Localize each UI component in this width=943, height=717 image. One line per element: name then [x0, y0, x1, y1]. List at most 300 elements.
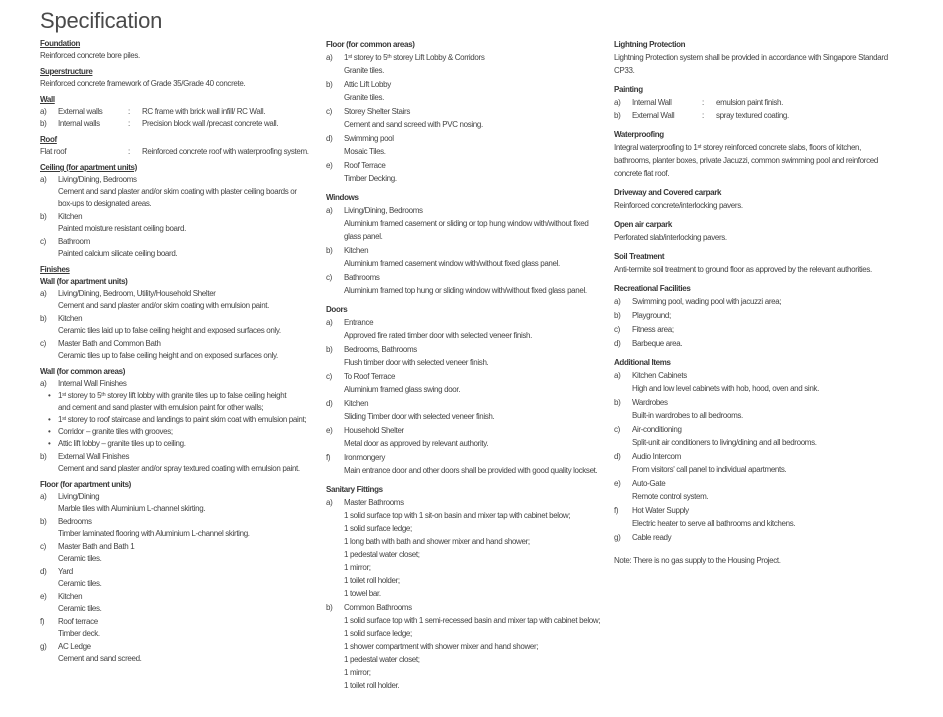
- item-marker: c): [40, 542, 46, 551]
- paragraph-line: Perforated slab/interlocking pavers.: [614, 233, 727, 242]
- section-heading: Doors: [326, 305, 348, 314]
- paragraph-line: concrete flat roof.: [614, 169, 670, 178]
- spec-item: [614, 295, 914, 308]
- row-colon: :: [128, 147, 130, 156]
- column-left: [40, 38, 326, 669]
- item-label: Kitchen: [58, 212, 83, 221]
- item-marker: c): [326, 372, 332, 381]
- spec-item: [40, 541, 326, 565]
- item-body: [344, 370, 614, 396]
- spec-row: [40, 106, 326, 118]
- section-heading: Foundation: [40, 39, 81, 48]
- item-body: [58, 313, 326, 337]
- item-marker: b): [40, 314, 47, 323]
- spec-item: [40, 174, 326, 210]
- section-heading: Windows: [326, 193, 359, 202]
- item-line: 1 mirror;: [344, 668, 371, 677]
- item-label: Living/Dining: [58, 492, 100, 501]
- item-marker: a): [40, 175, 47, 184]
- item-line: Timber laminated flooring with Aluminium L-channel skirting.: [58, 529, 250, 538]
- item-marker: a): [326, 498, 333, 507]
- item-body: [344, 244, 614, 270]
- item-marker: c): [326, 273, 332, 282]
- spec-item: [326, 78, 614, 104]
- item-line: Aluminium framed top hung or sliding window with/without fixed glass panel.: [344, 286, 587, 295]
- item-marker: a): [614, 297, 621, 306]
- spec-section: [614, 250, 914, 276]
- item-body: [58, 288, 326, 312]
- page-title: Specification: [40, 8, 163, 33]
- item-marker: b): [326, 345, 333, 354]
- spec-item: [326, 159, 614, 185]
- item-label: Bathroom: [58, 237, 90, 246]
- item-line: Split-unit air conditioners to living/dining and all bedrooms.: [632, 438, 817, 447]
- item-body: [632, 504, 914, 530]
- item-marker: b): [614, 311, 621, 320]
- row-value: Reinforced concrete roof with waterproofing system.: [142, 147, 309, 156]
- item-line: Granite tiles.: [344, 93, 385, 102]
- spec-item: [614, 531, 914, 544]
- item-line: 1 pedestal water closet;: [344, 550, 420, 559]
- section-heading: Sanitary Fittings: [326, 485, 383, 494]
- item-label: Living/Dining, Bedrooms: [58, 175, 137, 184]
- item-label: Kitchen Cabinets: [632, 371, 687, 380]
- item-label: External Wall Finishes: [58, 452, 130, 461]
- spec-item: [40, 378, 326, 450]
- item-marker: c): [614, 325, 620, 334]
- spec-item: [614, 450, 914, 476]
- spec-item: [614, 477, 914, 503]
- paragraph-line: CP33.: [614, 66, 635, 75]
- row-label: Internal walls: [58, 119, 100, 128]
- column-right: [614, 38, 914, 573]
- item-label: Audio Intercom: [632, 452, 681, 461]
- spec-item: [326, 601, 614, 692]
- item-marker: c): [40, 339, 46, 348]
- item-body: [344, 51, 614, 77]
- bullet-item: [48, 390, 326, 414]
- row-label: Flat roof: [40, 147, 67, 156]
- item-body: [58, 174, 326, 210]
- item-body: [48, 378, 326, 450]
- paragraph-line: Reinforced concrete/interlocking pavers.: [614, 201, 743, 210]
- section-heading: Lightning Protection: [614, 40, 686, 49]
- item-line: 1 pedestal water closet;: [344, 655, 420, 664]
- row-colon: :: [128, 119, 130, 128]
- item-label: Swimming pool, wading pool with jacuzzi area;: [632, 297, 782, 306]
- bullet-item: [48, 426, 326, 438]
- bullet-item: [48, 414, 326, 426]
- item-body: [58, 338, 326, 362]
- spec-item: [326, 316, 614, 342]
- spec-item: [326, 424, 614, 450]
- row-colon: :: [702, 98, 704, 107]
- item-body: [58, 451, 326, 475]
- section-heading: Recreational Facilities: [614, 284, 691, 293]
- section-heading: Soil Treatment: [614, 252, 665, 261]
- row-label: External Wall: [632, 111, 675, 120]
- bullet-icon: •: [48, 427, 51, 436]
- item-body: [58, 616, 326, 640]
- item-line: Ceramic tiles.: [58, 579, 102, 588]
- item-label: Storey Shelter Stairs: [344, 107, 411, 116]
- spec-item: [40, 641, 326, 665]
- item-label: To Roof Terrace: [344, 372, 396, 381]
- item-marker: b): [326, 80, 333, 89]
- item-label: Kitchen: [344, 399, 369, 408]
- spec-item: [40, 491, 326, 515]
- item-label: Master Bath and Bath 1: [58, 542, 135, 551]
- item-marker: f): [614, 506, 619, 515]
- spec-section: [614, 554, 914, 567]
- row-value: emulsion paint finish.: [716, 98, 784, 107]
- item-marker: a): [326, 318, 333, 327]
- bullet-lines: [58, 438, 186, 450]
- spec-item: [326, 343, 614, 369]
- item-marker: d): [614, 452, 621, 461]
- item-line: From visitors' call panel to individual apartments.: [632, 465, 787, 474]
- section-heading: Driveway and Covered carpark: [614, 188, 722, 197]
- item-line: Aluminium framed casement or sliding or top hung window with/without fixed: [344, 219, 589, 228]
- item-line: 1 long bath with bath and shower mixer and hand shower;: [344, 537, 530, 546]
- item-label: Master Bath and Common Bath: [58, 339, 161, 348]
- item-body: [344, 105, 614, 131]
- item-marker: d): [614, 339, 621, 348]
- bullet-lines: [58, 426, 173, 438]
- item-body: [632, 295, 914, 308]
- item-line: Timber Decking.: [344, 174, 397, 183]
- spec-item: [40, 236, 326, 260]
- item-body: [344, 451, 614, 477]
- item-label: Cable ready: [632, 533, 672, 542]
- bullet-lines: [58, 390, 286, 414]
- item-body: [58, 541, 326, 565]
- spec-section: [326, 483, 614, 692]
- item-line: Main entrance door and other doors shall be provided with good quality lockset.: [344, 466, 598, 475]
- column-middle: [326, 38, 614, 698]
- item-line: Ceramic tiles up to false ceiling height and on exposed surfaces only.: [58, 351, 278, 360]
- row-label: Internal Wall: [632, 98, 672, 107]
- spec-item: [40, 211, 326, 235]
- spec-item: [326, 397, 614, 423]
- spec-item: [614, 504, 914, 530]
- item-marker: c): [40, 237, 46, 246]
- spec-section: [40, 94, 326, 130]
- spec-item: [614, 337, 914, 350]
- spec-section: [614, 38, 914, 77]
- item-line: Cement and sand plaster and/or spray textured coating with emulsion paint.: [58, 464, 300, 473]
- item-marker: e): [326, 161, 333, 170]
- bullet-item: [48, 438, 326, 450]
- section-heading: Finishes: [40, 265, 70, 274]
- item-label: Air-conditioning: [632, 425, 682, 434]
- spec-item: [326, 105, 614, 131]
- section-heading: Roof: [40, 135, 57, 144]
- item-label: Swimming pool: [344, 134, 394, 143]
- spec-item: [614, 396, 914, 422]
- section-heading: Wall (for common areas): [40, 367, 126, 376]
- item-line: 1 solid surface ledge;: [344, 629, 412, 638]
- spec-item: [326, 271, 614, 297]
- item-line: box-ups to designated areas.: [58, 199, 152, 208]
- spec-item: [40, 451, 326, 475]
- item-label: Common Bathrooms: [344, 603, 412, 612]
- item-label: Attic Lift Lobby: [344, 80, 391, 89]
- item-label: Ironmongery: [344, 453, 386, 462]
- bullet-icon: •: [48, 415, 51, 424]
- bullet-icon: •: [48, 439, 51, 448]
- item-label: Entrance: [344, 318, 374, 327]
- item-body: [632, 369, 914, 395]
- spec-item: [614, 423, 914, 449]
- spec-item: [40, 566, 326, 590]
- item-body: [344, 496, 614, 600]
- row-colon: :: [702, 111, 704, 120]
- item-marker: d): [40, 567, 47, 576]
- spec-section: [614, 356, 914, 544]
- row-marker: a): [614, 98, 621, 107]
- item-line: Remote control system.: [632, 492, 709, 501]
- item-marker: e): [40, 592, 47, 601]
- item-line: 1 toilet roll holder;: [344, 576, 400, 585]
- spec-item: [40, 616, 326, 640]
- bullet-lines: [58, 414, 306, 426]
- item-line: Marble tiles with Aluminium L-channel skirting.: [58, 504, 206, 513]
- spec-section: [614, 83, 914, 122]
- item-label: Fitness area;: [632, 325, 674, 334]
- spec-section: [326, 191, 614, 297]
- item-line: Ceramic tiles.: [58, 604, 102, 613]
- spec-item: [326, 132, 614, 158]
- item-line: Aluminium framed casement window with/without fixed glass panel.: [344, 259, 560, 268]
- item-label: Kitchen: [58, 592, 83, 601]
- item-body: [344, 424, 614, 450]
- item-body: [344, 78, 614, 104]
- section-heading: Additional Items: [614, 358, 671, 367]
- spec-item: [614, 369, 914, 395]
- item-body: [58, 211, 326, 235]
- item-label: Roof terrace: [58, 617, 98, 626]
- item-line: 1 mirror;: [344, 563, 371, 572]
- item-body: [58, 591, 326, 615]
- spec-section: [40, 66, 326, 90]
- spec-section: [614, 282, 914, 350]
- section-heading: Floor (for apartment units): [40, 480, 131, 489]
- item-line: 1 solid surface top with 1 sit-on basin and mixer tap with cabinet below;: [344, 511, 571, 520]
- bullet-icon: •: [48, 391, 51, 400]
- item-label: Kitchen: [58, 314, 83, 323]
- spec-section: [40, 479, 326, 665]
- spec-section: [40, 38, 326, 62]
- item-body: [344, 159, 614, 185]
- item-body: [344, 132, 614, 158]
- item-label: Playground;: [632, 311, 671, 320]
- spec-section: [614, 218, 914, 244]
- item-marker: f): [40, 617, 45, 626]
- paragraph-line: bathrooms, planter boxes, private Jacuzzi, common swimming pool and reinforced: [614, 156, 878, 165]
- spec-section: [40, 134, 326, 158]
- item-body: [58, 491, 326, 515]
- item-line: glass panel.: [344, 232, 383, 241]
- spec-section: [614, 128, 914, 180]
- item-marker: b): [326, 246, 333, 255]
- item-marker: a): [326, 53, 333, 62]
- item-line: Metal door as approved by relevant authority.: [344, 439, 489, 448]
- spec-item: [40, 313, 326, 337]
- item-marker: d): [326, 399, 333, 408]
- bullet-line: and cement and sand plaster with emulsion paint for other walls;: [58, 403, 264, 412]
- spec-item: [40, 516, 326, 540]
- item-marker: d): [326, 134, 333, 143]
- item-label: Living/Dining, Bedroom, Utility/Household Shelter: [58, 289, 216, 298]
- item-line: Painted calcium silicate ceiling board.: [58, 249, 178, 258]
- item-line: Mosaic Tiles.: [344, 147, 386, 156]
- item-line: 1 toilet roll holder.: [344, 681, 400, 690]
- bullet-line: 1ˢᵗ storey to 5ᵗʰ storey lift lobby with granite tiles up to false ceiling height: [58, 391, 287, 400]
- row-value: RC frame with brick wall infill/ RC Wall.: [142, 107, 266, 116]
- item-marker: f): [326, 453, 331, 462]
- spec-item: [326, 496, 614, 600]
- item-body: [58, 236, 326, 260]
- row-label: External walls: [58, 107, 103, 116]
- item-label: Hot Water Supply: [632, 506, 689, 515]
- spec-row: [614, 96, 914, 109]
- item-body: [58, 641, 326, 665]
- item-line: 1 solid surface top with 1 semi-recessed basin and mixer tap with cabinet below;: [344, 616, 601, 625]
- spec-row: [40, 146, 326, 158]
- item-line: Cement and sand screed with PVC nosing.: [344, 120, 483, 129]
- item-line: 1 shower compartment with shower mixer and hand shower;: [344, 642, 539, 651]
- item-line: Cement and sand plaster and/or skim coating with emulsion paint.: [58, 301, 270, 310]
- item-marker: b): [614, 398, 621, 407]
- item-body: [58, 516, 326, 540]
- item-body: [632, 323, 914, 336]
- item-body: [344, 204, 614, 243]
- spec-row: [614, 109, 914, 122]
- bullet-line: Corridor – granite tiles with grooves;: [58, 427, 173, 436]
- item-body: [344, 271, 614, 297]
- note-text: Note: There is no gas supply to the Housing Project.: [614, 556, 781, 565]
- item-marker: e): [614, 479, 621, 488]
- item-line: Approved fire rated timber door with selected veneer finish.: [344, 331, 532, 340]
- item-label: Household Shelter: [344, 426, 404, 435]
- item-line: Painted moisture resistant ceiling board.: [58, 224, 186, 233]
- item-label: Bathrooms: [344, 273, 380, 282]
- item-label: Internal Wall Finishes: [58, 379, 127, 388]
- spec-section: [40, 162, 326, 260]
- item-marker: e): [326, 426, 333, 435]
- row-marker: b): [614, 111, 621, 120]
- spec-section: [326, 38, 614, 185]
- spec-item: [326, 370, 614, 396]
- spec-section: [40, 366, 326, 475]
- item-body: [632, 531, 914, 544]
- item-body: [632, 423, 914, 449]
- item-label: Bedrooms, Bathrooms: [344, 345, 417, 354]
- spec-item: [326, 244, 614, 270]
- spec-item: [40, 338, 326, 362]
- row-value: Precision block wall /precast concrete wall.: [142, 119, 279, 128]
- item-label: 1ˢᵗ storey to 5ᵗʰ storey Lift Lobby & Corridors: [344, 53, 485, 62]
- item-body: [344, 343, 614, 369]
- spec-item: [326, 204, 614, 243]
- row-marker: a): [40, 107, 47, 116]
- spec-item: [40, 288, 326, 312]
- section-heading: Floor (for common areas): [326, 40, 415, 49]
- item-marker: b): [40, 452, 47, 461]
- spec-item: [326, 451, 614, 477]
- item-label: Kitchen: [344, 246, 369, 255]
- item-body: [58, 566, 326, 590]
- paragraph-line: Lightning Protection system shall be provided in accordance with Singapore Standard: [614, 53, 888, 62]
- item-body: [344, 601, 614, 692]
- item-label: Living/Dining, Bedrooms: [344, 206, 423, 215]
- item-line: Electric heater to serve all bathrooms and kitchens.: [632, 519, 796, 528]
- section-heading: Superstructure: [40, 67, 93, 76]
- spec-item: [614, 323, 914, 336]
- bullet-line: 1ˢᵗ storey to roof staircase and landings to paint skim coat with emulsion paint;: [58, 415, 307, 424]
- item-line: Sliding Timber door with selected veneer finish.: [344, 412, 495, 421]
- row-value: spray textured coating.: [716, 111, 789, 120]
- section-heading: Ceiling (for apartment units): [40, 163, 137, 172]
- item-marker: c): [614, 425, 620, 434]
- item-line: Cement and sand screed.: [58, 654, 142, 663]
- item-body: [344, 397, 614, 423]
- item-body: [632, 477, 914, 503]
- row-marker: b): [40, 119, 47, 128]
- section-heading: Waterproofing: [614, 130, 664, 139]
- item-label: AC Ledge: [58, 642, 91, 651]
- row-colon: :: [128, 107, 130, 116]
- item-line: 1 solid surface ledge;: [344, 524, 412, 533]
- item-marker: g): [614, 533, 621, 542]
- spec-item: [326, 51, 614, 77]
- item-marker: a): [40, 492, 47, 501]
- item-line: Ceramic tiles laid up to false ceiling height and exposed surfaces only.: [58, 326, 281, 335]
- item-body: [632, 337, 914, 350]
- item-label: Roof Terrace: [344, 161, 386, 170]
- spec-section: [40, 264, 326, 362]
- item-marker: g): [40, 642, 47, 651]
- paragraph-line: Anti-termite soil treatment to ground floor as approved by the relevant authorities.: [614, 265, 872, 274]
- item-label: Auto-Gate: [632, 479, 666, 488]
- section-heading: Painting: [614, 85, 643, 94]
- item-marker: c): [326, 107, 332, 116]
- item-label: Wardrobes: [632, 398, 668, 407]
- item-line: Ceramic tiles.: [58, 554, 102, 563]
- item-marker: a): [326, 206, 333, 215]
- item-line: High and low level cabinets with hob, hood, oven and sink.: [632, 384, 819, 393]
- item-line: Built-in wardrobes to all bedrooms.: [632, 411, 743, 420]
- item-marker: a): [614, 371, 621, 380]
- item-marker: b): [326, 603, 333, 612]
- paragraph-line: Integral waterproofing to 1ˢᵗ storey reinforced concrete slabs, floors of kitchen,: [614, 143, 862, 152]
- section-subheading: Wall (for apartment units): [40, 277, 128, 286]
- paragraph-line: Reinforced concrete bore piles.: [40, 51, 140, 60]
- item-body: [632, 450, 914, 476]
- spec-section: [326, 303, 614, 477]
- item-label: Master Bathrooms: [344, 498, 404, 507]
- spec-item: [614, 309, 914, 322]
- spec-section: [614, 186, 914, 212]
- item-label: Bedrooms: [58, 517, 92, 526]
- item-line: Aluminium framed glass swing door.: [344, 385, 461, 394]
- item-marker: a): [40, 289, 47, 298]
- item-body: [632, 396, 914, 422]
- item-label: Barbeque area.: [632, 339, 683, 348]
- item-line: Cement and sand plaster and/or skim coating with plaster ceiling boards or: [58, 187, 297, 196]
- spec-row: [40, 118, 326, 130]
